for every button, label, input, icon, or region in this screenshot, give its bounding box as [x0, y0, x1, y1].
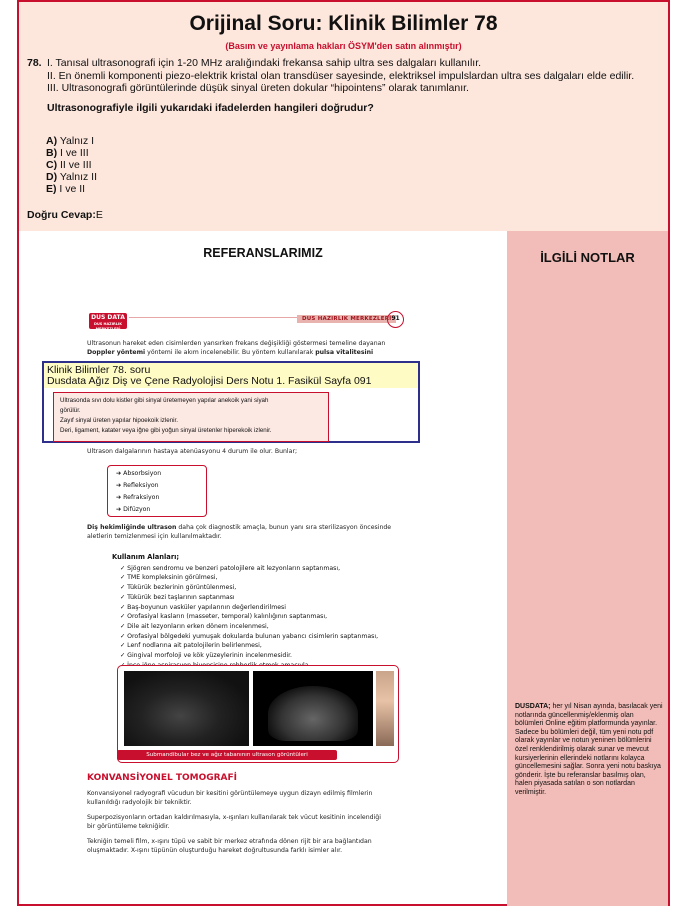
- usage-list: [112, 553, 378, 670]
- list-item-text: Tükürük bezi taşlarının saptanması: [127, 593, 235, 601]
- dusdata-logo: [89, 313, 127, 329]
- intro-bold: Doppler yöntemi: [87, 349, 146, 356]
- option-letter: B): [46, 147, 58, 159]
- copyright-notice: (Basım ve yayınlama hakları ÖSYM'den satın alınmıştır): [225, 41, 462, 51]
- list-item-text: Gingival morfoloji ve kök yüzeylerinin incelenmesidir.: [127, 652, 293, 660]
- header-band-label: DUS HAZIRLIK MERKEZLERİ: [297, 315, 396, 323]
- box-line-text: Deri, ligament, katater veya iğne gibi yoğun sinyal üretenler hiperekoik izlenir.: [60, 427, 272, 434]
- references-title: REFERANSLARIMIZ: [203, 246, 323, 260]
- reference-callout: [42, 361, 420, 443]
- question-number: 78.: [27, 57, 42, 69]
- option-c[interactable]: [46, 159, 92, 171]
- attenuation-list: [107, 465, 207, 517]
- list-item: ➔ Difüzyon: [116, 506, 151, 513]
- book-page-header: [87, 299, 417, 331]
- option-text: I ve II: [59, 183, 86, 195]
- document-frame: [17, 0, 670, 906]
- option-text: II ve III: [60, 159, 92, 171]
- list-item: ✓ Orofasiyal kasların (masseter, temporal) kalınlığının saptanması,: [120, 613, 328, 621]
- notes-panel: [507, 231, 668, 906]
- question-prompt: Ultrasonografiyle ilgili yukarıdaki ifadelerden hangileri doğrudur?: [47, 102, 374, 114]
- box-line: [60, 416, 322, 426]
- option-e[interactable]: [46, 183, 85, 195]
- list-item-text: Lenf nodlarına ait patolojilerin belirlenmesi,: [127, 642, 262, 650]
- intro-line-1: Ultrasonun hareket eden cisimlerden yansırken frekans değişikliği göstermesi temeline dayanan: [87, 340, 386, 347]
- option-text: I ve III: [60, 147, 89, 159]
- konv-line: Superpozisyonların ortadan kaldırılmasıyla, x-ışınları kullanılarak tek vücut kesitinin incelendiği: [87, 814, 381, 821]
- callout-header: [44, 363, 418, 388]
- option-a[interactable]: [46, 135, 94, 147]
- box-line-text: Ultrasonda sıvı dolu kistler gibi sinyal üretemeyen yapılar anekoik yani siyah: [60, 397, 269, 404]
- page-title: Orijinal Soru: Klinik Bilimler 78: [189, 12, 498, 35]
- notes-label: DUSDATA;: [515, 703, 551, 710]
- list-item: ✓ Tükürük bezlerinin görüntülenmesi,: [120, 584, 237, 592]
- image-caption: Submandibular bez ve ağız tabanının ultrason görüntüleri: [117, 750, 337, 760]
- list-item: ✓ TME kompleksinin görülmesi,: [120, 574, 218, 582]
- option-text: Yalnız II: [59, 171, 97, 183]
- option-letter: A): [46, 135, 58, 147]
- list-item-text: TME kompleksinin görülmesi,: [127, 574, 218, 582]
- logo-subtext: DUS HAZIRLIK MERKEZLERİ: [94, 322, 122, 331]
- patient-photo: [376, 671, 394, 746]
- list-item: ➔ Refleksiyon: [116, 482, 159, 489]
- option-d[interactable]: [46, 171, 97, 183]
- intro-bold-2: pulsa vitalitesini: [315, 349, 374, 356]
- statement-2: II. En önemli komponenti piezo-elektrik kristal olan transdüser sayesinde, elektriksel impulslardan ultra ses dalgaları elde edilir.: [47, 69, 635, 82]
- dental-bold: Diş hekimliğinde ultrason: [87, 524, 177, 531]
- konv-line: kullanıldığı radyolojik bir tekniktir.: [87, 799, 192, 806]
- list-item-text: Refleksiyon: [123, 482, 159, 489]
- list-item: ✓ Dile ait lezyonların erken dönem incelenmesi,: [120, 622, 269, 630]
- intro-rest: yöntemi ile akım incelenebilir. Bu yöntem kullanılarak: [145, 349, 316, 356]
- list-item-text: Difüzyon: [123, 506, 151, 513]
- konv-line: Konvansiyonel radyografi vücudun bir kesitini görüntülemeye uygun dizayn edilmiş filmlerin: [87, 790, 373, 797]
- konv-line: bir görüntüleme tekniğidir.: [87, 823, 170, 830]
- callout-line-1: Klinik Bilimler 78. soru: [47, 364, 151, 376]
- list-item: ✓ Orofasiyal bölgedeki yumuşak dokularda bulunan yabancı cisimlerin saptanması,: [120, 632, 379, 640]
- list-item-text: Orofasiyal kasların (masseter, temporal) kalınlığının saptanması,: [127, 613, 328, 621]
- list-item-text: Refraksiyon: [123, 494, 160, 501]
- list-item: ✓ Baş-boyunun vasküler yapılarının değerlendirilmesi: [120, 603, 286, 611]
- list-item-text: Tükürük bezlerinin görüntülenmesi,: [127, 584, 237, 592]
- box-line: [60, 396, 322, 406]
- highlighted-text-box: [53, 392, 329, 442]
- ultrasound-image-2: [253, 671, 373, 746]
- list-item: ✓ Tükürük bezi taşlarının saptanması: [120, 593, 235, 601]
- box-line-text: Zayıf sinyal üreten yapılar hipoekoik izlenir.: [60, 417, 178, 424]
- option-letter: C): [46, 159, 58, 171]
- list-item-text: Baş-boyunun vasküler yapılarının değerlendirilmesi: [127, 603, 286, 611]
- box-line-text: görülür.: [60, 407, 81, 414]
- list-item: ➔ Refraksiyon: [116, 494, 160, 501]
- page-number: 91: [387, 311, 404, 328]
- intro-line-2: [87, 348, 417, 358]
- callout-line-2: Dusdata Ağız Diş ve Çene Radyolojisi Ders Notu 1. Fasikül Sayfa 091: [47, 375, 372, 387]
- list-item-text: Dile ait lezyonların erken dönem incelenmesi,: [127, 622, 269, 630]
- answer-label: Doğru Cevap:: [27, 209, 96, 221]
- notes-text: [515, 703, 663, 798]
- section-title: KONVANSİYONEL TOMOGRAFİ: [87, 773, 238, 783]
- attenuation-text: Ultrason dalgalarının hastaya atenüasyonu 4 durum ile olur. Bunlar;: [87, 448, 298, 455]
- list-item: ✓ Gingival morfoloji ve kök yüzeylerinin incelenmesidir.: [120, 652, 293, 660]
- ultrasound-fan: [268, 686, 358, 741]
- dental-line-2: aletlerin temizlenmesi için kullanılmaktadır.: [87, 533, 222, 540]
- correct-answer: [27, 209, 103, 221]
- ultrasound-image-1: [124, 671, 249, 746]
- answer-value: E: [95, 209, 103, 221]
- logo-text: DUS DATA: [91, 314, 125, 321]
- option-letter: D): [46, 171, 58, 183]
- statement-3: III. Ultrasonografi görüntülerinde düşük sinyal üreten dokular “hipointens” olarak tanımlanır.: [47, 82, 469, 94]
- box-line: [60, 426, 322, 436]
- ultrasound-images: [117, 665, 399, 763]
- list-item: ➔ Absorbsiyon: [116, 470, 162, 477]
- question-section: [19, 2, 668, 231]
- list-item-text: Sjögren sendromu ve benzeri patolojilere ait lezyonların saptanması,: [127, 564, 341, 572]
- list-item-text: Orofasiyal bölgedeki yumuşak dokularda bulunan yabancı cisimlerin saptanması,: [127, 632, 379, 640]
- list-item: ✓ Lenf nodlarına ait patolojilerin belirlenmesi,: [120, 642, 262, 650]
- list-item-text: Absorbsiyon: [123, 470, 162, 477]
- konv-line: Tekniğin temeli film, x-ışını tüpü ve sabit bir merkez etrafında dönen rijit bir ara bağlantıdan: [87, 838, 372, 845]
- option-text: Yalnız I: [59, 135, 95, 147]
- box-line: [60, 406, 322, 416]
- konv-line: oluşmaktadır. X-ışını tüpünün oluşturduğu hareket doğrultusunda farklı isimler alır.: [87, 847, 343, 854]
- notes-body: her yıl Nisan ayında, basılacak yeni notlarında güncellenmiş/eklenmiş olan bölümleri Online eğitim platformunda yayınlar. Sadece bu bölümleri değil, tüm yeni notu pdf olarak yayınlar ve notun yeninen bölümlerini özel renklendirilmiş olarak sunar ve mevcut kursiyerlerinin ellerindeki notlarını kolayca güncellemesini sağlar. Sonra yeni notu baskıya gönderir. İşte bu referanslar basılmış olan, halen piyasada satılan o son notlardan verilmiştir.: [515, 703, 663, 796]
- option-b[interactable]: [46, 147, 89, 159]
- usage-items: [112, 564, 378, 671]
- option-letter: E): [46, 183, 57, 195]
- list-item: ✓ Sjögren sendromu ve benzeri patolojilere ait lezyonların saptanması,: [120, 564, 341, 572]
- dental-rest: daha çok diagnostik amaçla, bunun yanı sıra sterilizasyon öncesinde: [176, 524, 392, 531]
- notes-title: İLGİLİ NOTLAR: [540, 250, 635, 265]
- usage-title: Kullanım Alanları;: [112, 553, 180, 561]
- statement-1: I. Tanısal ultrasonografi için 1-20 MHz aralığındaki frekansa sahip ultra ses dalgaları kullanılır.: [47, 57, 482, 69]
